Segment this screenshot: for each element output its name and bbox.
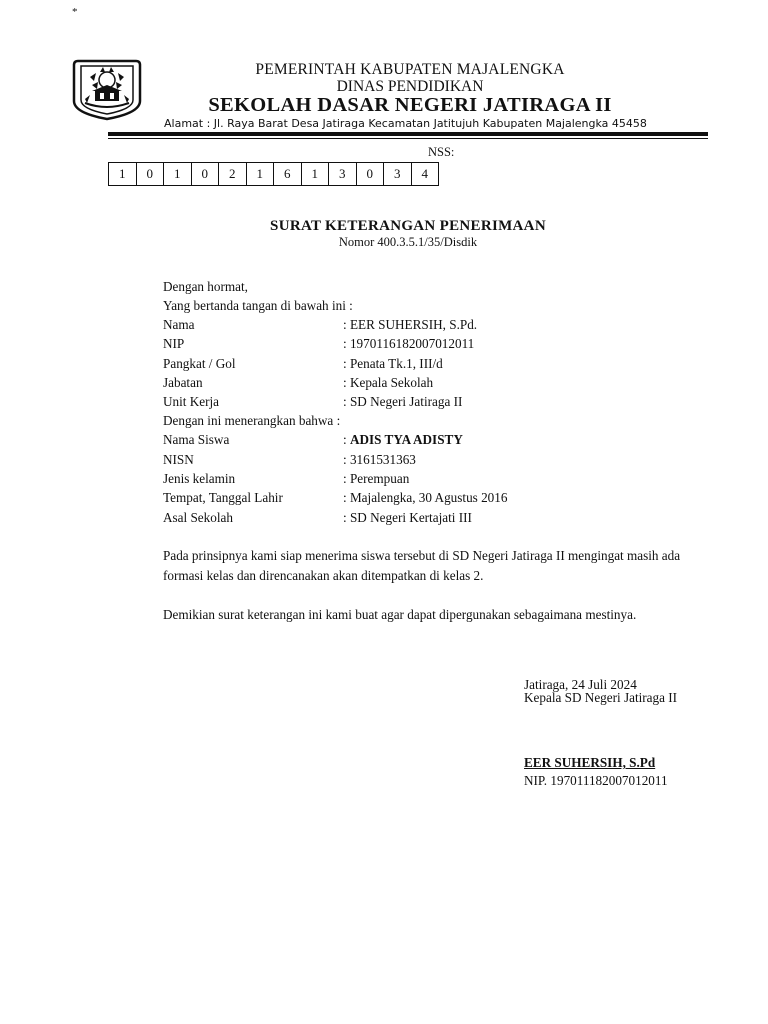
field-label: Asal Sekolah [163, 510, 233, 525]
header-rule-thin [108, 138, 708, 139]
field-row [163, 375, 433, 391]
nss-digit-box: 1 [246, 162, 275, 186]
signature-position: Kepala SD Negeri Jatiraga II [524, 690, 678, 705]
signature-nip: NIP. 197011182007012011 [524, 773, 668, 788]
field-value: : SD Negeri Kertajati III [343, 510, 472, 525]
signature-name: EER SUHERSIH, S.Pd [524, 755, 656, 770]
field-row [163, 510, 472, 526]
paragraph-acceptance-line1: Pada prinsipnya kami siap menerima siswa tersebut di SD Negeri Jatiraga II mengingat masih ada [163, 548, 681, 563]
field-row [163, 356, 443, 372]
field-value: : Kepala Sekolah [343, 375, 434, 390]
field-row [163, 394, 462, 410]
nss-digit-box: 6 [273, 162, 302, 186]
field-value: : 3161531363 [343, 452, 416, 467]
field-value: : Majalengka, 30 Agustus 2016 [343, 490, 508, 505]
field-value: : EER SUHERSIH, S.Pd. [343, 317, 478, 332]
field-value: : Perempuan [343, 471, 410, 486]
field-value: : SD Negeri Jatiraga II [343, 394, 463, 409]
paragraph-closing: Demikian surat keterangan ini kami buat agar dapat dipergunakan sebagaimana mestinya. [163, 607, 637, 622]
nss-digit-box: 0 [191, 162, 220, 186]
letter-title: SURAT KETERANGAN PENERIMAAN [270, 218, 546, 234]
nss-digit-box: 3 [328, 162, 357, 186]
school-name: SEKOLAH DASAR NEGERI JATIRAGA II [208, 94, 612, 116]
field-label: Pangkat / Gol [163, 356, 236, 371]
greeting: Dengan hormat, [163, 279, 248, 294]
field-label: Jabatan [163, 375, 203, 390]
declare-line: Dengan ini menerangkan bahwa : [163, 413, 341, 428]
signature-place-date: Jatiraga, 24 Juli 2024 [524, 677, 637, 692]
field-row [163, 432, 463, 448]
regency-emblem-icon [70, 55, 144, 121]
field-row [163, 336, 474, 352]
nss-digit-box: 1 [108, 162, 137, 186]
field-label: Nama [163, 317, 195, 332]
nss-digit-box: 0 [136, 162, 165, 186]
field-row [163, 317, 477, 333]
field-label: Tempat, Tanggal Lahir [163, 490, 283, 505]
field-value: : Penata Tk.1, III/d [343, 356, 443, 371]
asterisk-marker: * [72, 6, 78, 18]
field-row [163, 471, 409, 487]
department-name: DINAS PENDIDIKAN [336, 78, 484, 95]
nss-digit-box: 2 [218, 162, 247, 186]
intro-line: Yang bertanda tangan di bawah ini : [163, 298, 353, 313]
nss-digit-box: 0 [356, 162, 385, 186]
paragraph-acceptance-line2: formasi kelas dan direncanakan akan ditempatkan di kelas 2. [163, 568, 484, 583]
government-name: PEMERINTAH KABUPATEN MAJALENGKA [255, 61, 565, 78]
field-label: Unit Kerja [163, 394, 220, 409]
field-row [163, 490, 507, 506]
field-row [163, 452, 416, 468]
field-label: NIP [163, 336, 185, 351]
field-colon: : [343, 432, 350, 447]
student-name: ADIS TYA ADISTY [349, 432, 463, 447]
field-label: Nama Siswa [163, 432, 230, 447]
field-label: Jenis kelamin [163, 471, 236, 486]
nss-label: NSS: [428, 145, 455, 159]
nss-digit-boxes [109, 162, 439, 186]
letter-number: Nomor 400.3.5.1/35/Disdik [338, 235, 478, 249]
header-rule-thick [108, 132, 708, 136]
nss-digit-box: 4 [411, 162, 440, 186]
field-label: NISN [163, 452, 194, 467]
nss-digit-box: 1 [301, 162, 330, 186]
nss-digit-box: 3 [383, 162, 412, 186]
field-value: : 1970116182007012011 [343, 336, 475, 351]
nss-digit-box: 1 [163, 162, 192, 186]
school-address: Alamat : Jl. Raya Barat Desa Jatiraga Kecamatan Jatitujuh Kabupaten Majalengka 45458 [164, 117, 647, 130]
